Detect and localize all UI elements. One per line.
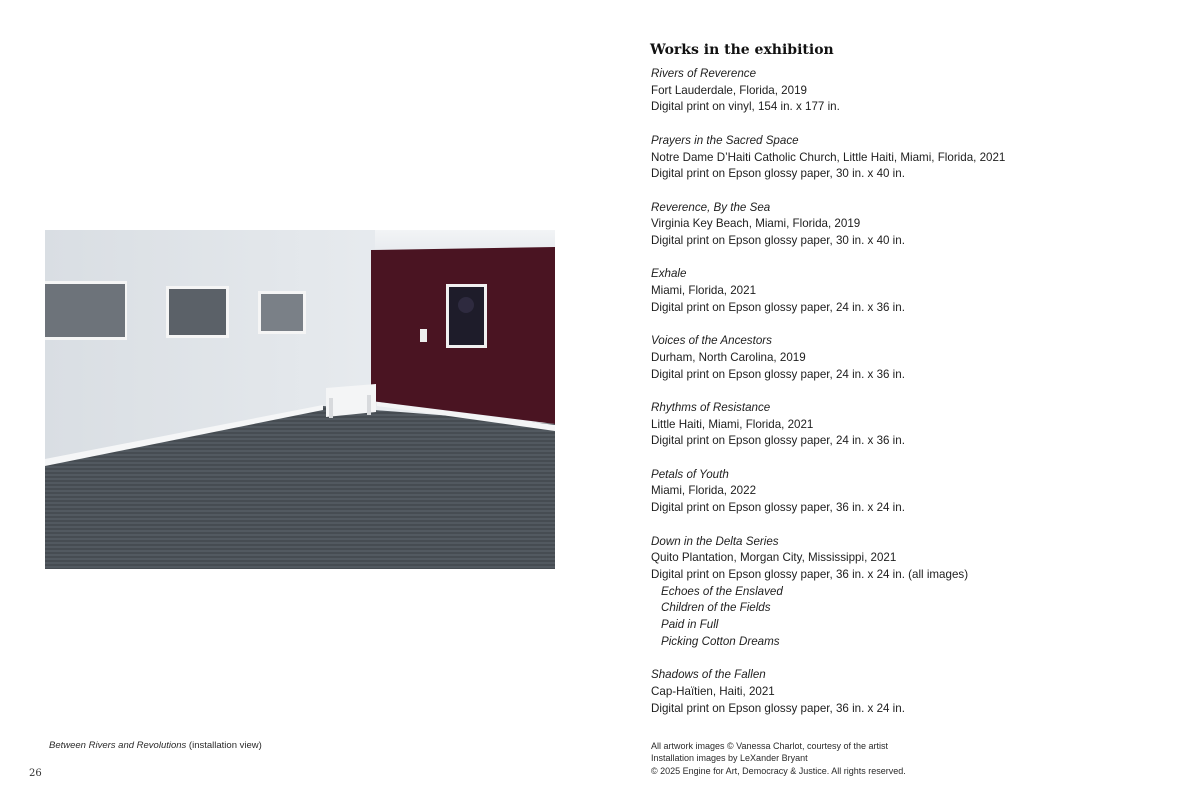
photo-caption: [49, 740, 262, 751]
work-place: Little Haiti, Miami, Florida, 2021: [651, 417, 814, 431]
page-number: 26: [29, 768, 42, 779]
work-title: Reverence, By the Sea: [651, 200, 771, 214]
work-entry: [651, 400, 1171, 450]
work-entry: [651, 667, 1171, 717]
work-entry: [651, 534, 1171, 651]
caption-suffix: (installation view): [186, 740, 262, 751]
work-place: Virginia Key Beach, Miami, Florida, 2019: [651, 217, 861, 231]
work-title: Prayers in the Sacred Space: [651, 133, 799, 147]
works-heading: Works in the exhibition: [650, 42, 834, 58]
work-title: Down in the Delta Series: [651, 534, 779, 548]
work-medium: Digital print on Epson glossy paper, 24 in. x 36 in.: [651, 300, 905, 314]
credit-line: © 2025 Engine for Art, Democracy & Justice. All rights reserved.: [651, 765, 906, 776]
credit-line: Installation images by LeXander Bryant: [651, 753, 808, 764]
work-title: Rhythms of Resistance: [651, 400, 771, 414]
work-title: Rivers of Reverence: [651, 67, 757, 80]
work-title: Voices of the Ancestors: [651, 334, 772, 348]
subwork-title: Picking Cotton Dreams: [661, 634, 780, 648]
work-place: Fort Lauderdale, Florida, 2019: [651, 83, 807, 97]
work-medium: Digital print on vinyl, 154 in. x 177 in.: [651, 100, 840, 114]
work-title: Exhale: [651, 267, 687, 281]
work-medium: Digital print on Epson glossy paper, 36 in. x 24 in.: [651, 701, 905, 715]
work-entry: [651, 66, 1171, 116]
work-place: Cap-Haïtien, Haiti, 2021: [651, 684, 775, 698]
work-medium: Digital print on Epson glossy paper, 24 in. x 36 in.: [651, 367, 905, 381]
work-medium: Digital print on Epson glossy paper, 24 in. x 36 in.: [651, 434, 905, 448]
work-place: Notre Dame D’Haiti Catholic Church, Little Haiti, Miami, Florida, 2021: [651, 150, 1006, 164]
work-place: Quito Plantation, Morgan City, Mississippi, 2021: [651, 551, 897, 565]
work-entry: [651, 333, 1171, 383]
subwork-title: Children of the Fields: [661, 601, 771, 615]
work-entry: [651, 200, 1171, 250]
work-place: Miami, Florida, 2022: [651, 484, 757, 498]
work-medium: Digital print on Epson glossy paper, 30 in. x 40 in.: [651, 234, 905, 247]
work-medium: Digital print on Epson glossy paper, 36 in. x 24 in.: [651, 501, 905, 515]
subwork-title: Paid in Full: [661, 618, 719, 632]
work-place: Durham, North Carolina, 2019: [651, 350, 806, 364]
caption-title: Between Rivers and Revolutions: [49, 740, 187, 751]
subwork-title: Echoes of the Enslaved: [661, 584, 783, 598]
work-title: Shadows of the Fallen: [651, 668, 766, 682]
works-list: [651, 42, 1171, 734]
work-place: Miami, Florida, 2021: [651, 284, 757, 298]
works-container: [651, 66, 1171, 717]
credit-line: All artwork images © Vanessa Charlot, courtesy of the artist: [651, 741, 889, 751]
credits: [651, 740, 906, 777]
work-entry: [651, 467, 1171, 517]
installation-photo: [45, 230, 555, 569]
work-medium: Digital print on Epson glossy paper, 36 in. x 24 in. (all images): [651, 567, 969, 581]
work-title: Petals of Youth: [651, 467, 729, 481]
work-entry: [651, 266, 1171, 316]
work-medium: Digital print on Epson glossy paper, 30 in. x 40 in.: [651, 167, 905, 181]
work-entry: [651, 133, 1171, 183]
